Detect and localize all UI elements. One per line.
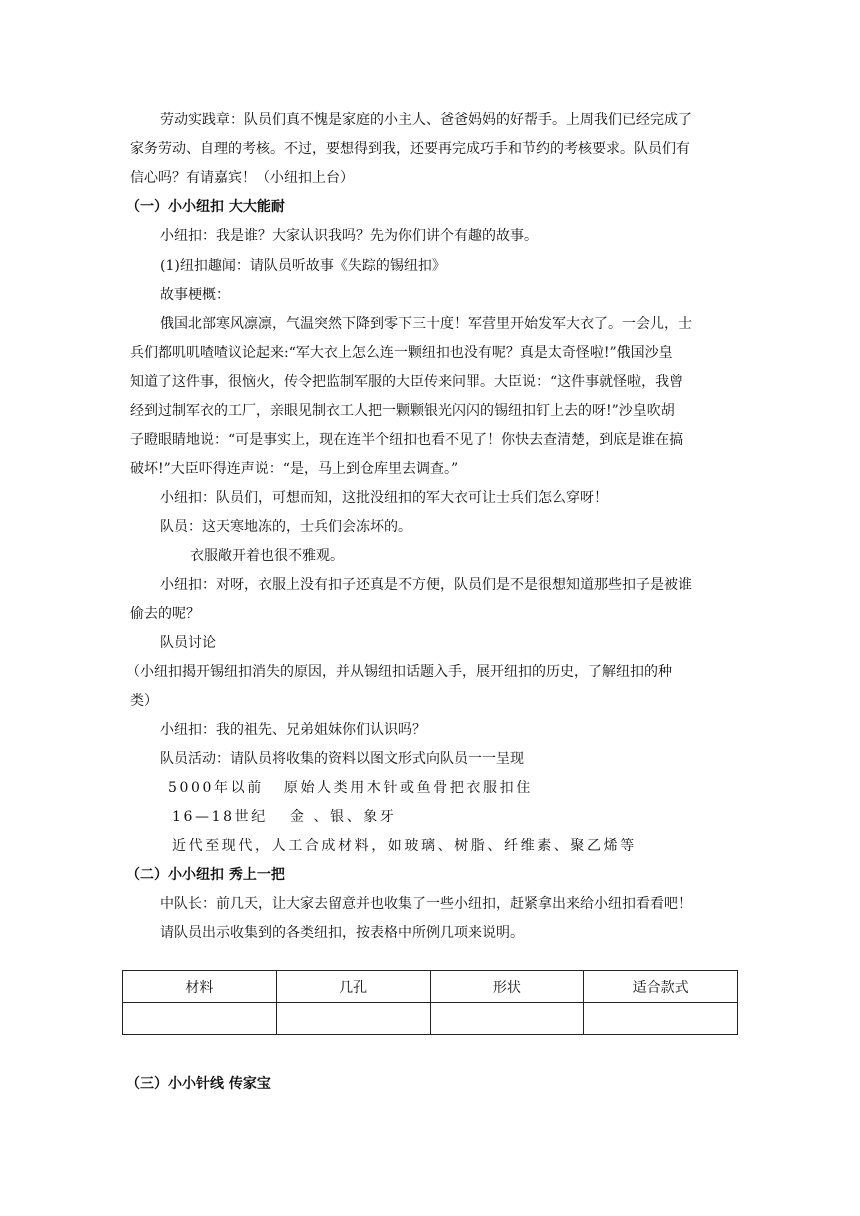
- paragraph-line: 队员活动：请队员将收集的资料以图文形式向队员一一呈现: [160, 751, 524, 767]
- story-line: 破坏!”大臣吓得连声说：“是，马上到仓库里去调查。”: [130, 461, 459, 477]
- paragraph-line: 衣服敞开着也很不雅观。: [190, 548, 344, 564]
- table-header-cell: 几孔: [276, 971, 430, 1003]
- section-heading-2: （二）小小纽扣 秀上一把: [126, 867, 285, 883]
- history-item: [172, 807, 782, 827]
- paragraph-line: 家务劳动、自理的考核。不过，要想得到我，还要再完成巧手和节约的考核要求。队员们有: [130, 141, 690, 157]
- paragraph-line: （小纽扣揭开锡纽扣消失的原因，并从锡纽扣话题入手，展开纽扣的历史，了解纽扣的种: [126, 664, 672, 680]
- story-line: 兵们都叽叽喳喳议论起来:“军大衣上怎么连一颗纽扣也没有呢？真是太奇怪啦!”俄国沙皇: [130, 345, 673, 361]
- paragraph-line: 小纽扣：我是谁？大家认识我吗？先为你们讲个有趣的故事。: [160, 228, 538, 244]
- story-line: 子瞪眼睛地说：“可是事实上，现在连半个纽扣也看不见了！你快去查清楚，到底是谁在搞: [130, 432, 684, 448]
- history-description: 金 、银、象牙: [289, 809, 397, 825]
- paragraph-line: 队员：这天寒地冻的，士兵们会冻坏的。: [160, 519, 412, 535]
- paragraph-line: 小纽扣：队员们，可想而知，这批没纽扣的军大衣可让士兵们怎么穿呀！: [160, 490, 608, 506]
- table-header-cell: 适合款式: [584, 971, 738, 1003]
- history-era: 5000年以前: [168, 780, 264, 796]
- paragraph-line: 偷去的呢？: [130, 606, 200, 622]
- section-heading-1: （一）小小纽扣 大大能耐: [126, 199, 285, 215]
- section-heading-3: （三）小小针线 传家宝: [126, 1076, 271, 1092]
- paragraph-line: (1)纽扣趣闻：请队员听故事《失踪的锡纽扣》: [160, 258, 446, 274]
- button-info-table: [122, 970, 738, 1035]
- table-header-row: [123, 971, 738, 1003]
- history-description: 原始人类用木针或鱼骨把衣服扣住: [283, 780, 533, 796]
- history-item: [168, 778, 778, 798]
- paragraph-line: 故事梗概：: [160, 287, 230, 303]
- table-cell: [584, 1003, 738, 1035]
- story-line: 知道了这件事，很恼火，传令把监制军服的大臣传来问罪。大臣说：“这件事就怪啦，我曾: [130, 374, 684, 390]
- story-line: 俄国北部寒风凛凛，气温突然下降到零下三十度！军营里开始发军大衣了。一会儿，士: [160, 316, 692, 332]
- story-line: 经到过制军衣的工厂，亲眼见制衣工人把一颗颗银光闪闪的锡纽扣钉上去的呀!”沙皇吹胡: [130, 403, 675, 419]
- table-header-cell: 材料: [123, 971, 277, 1003]
- table-cell: [123, 1003, 277, 1035]
- table-header-cell: 形状: [430, 971, 584, 1003]
- table-cell: [430, 1003, 584, 1035]
- paragraph-line: 队员讨论: [160, 635, 216, 651]
- paragraph-line: 中队长：前几天，让大家去留意并也收集了一些小纽扣，赶紧拿出来给小纽扣看看吧！: [160, 896, 692, 912]
- paragraph-line: 信心吗？有请嘉宾！（小纽扣上台）: [130, 170, 354, 186]
- paragraph-line: 劳动实践章：队员们真不愧是家庭的小主人、爸爸妈妈的好帮手。上周我们已经完成了: [160, 112, 692, 128]
- table-row: [123, 1003, 738, 1035]
- history-era: 16—18世纪: [172, 809, 268, 825]
- paragraph-line: 小纽扣：我的祖先、兄弟姐妹你们认识吗？: [160, 722, 426, 738]
- table-cell: [276, 1003, 430, 1035]
- paragraph-line: 小纽扣：对呀，衣服上没有扣子还真是不方便，队员们是不是很想知道那些扣子是被谁: [160, 577, 692, 593]
- history-item: 近代至现代，人工合成材料，如玻璃、树脂、纤维素、聚乙烯等: [172, 838, 637, 854]
- paragraph-line: 请队员出示收集到的各类纽扣，按表格中所例几项来说明。: [160, 925, 524, 941]
- paragraph-line: 类）: [130, 693, 158, 709]
